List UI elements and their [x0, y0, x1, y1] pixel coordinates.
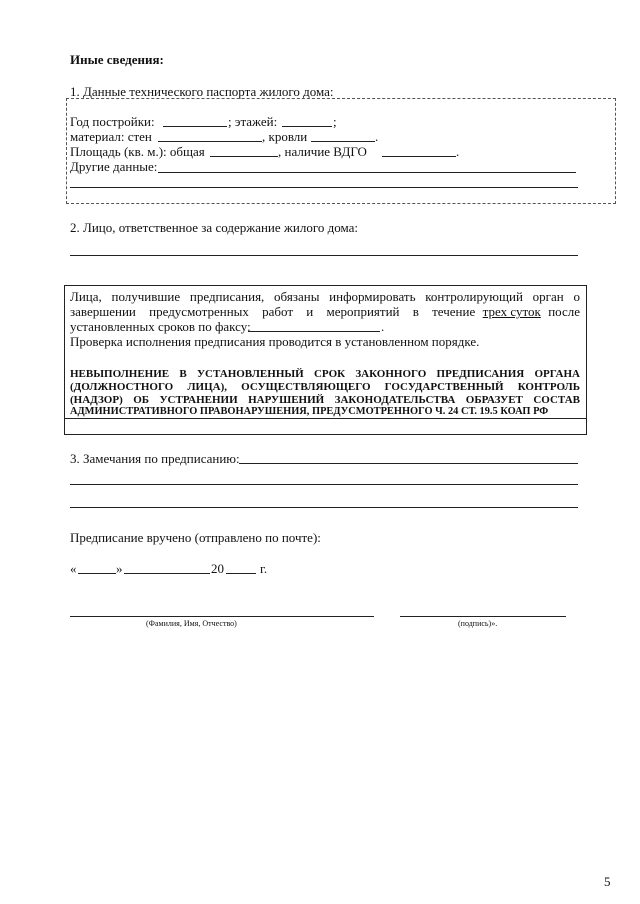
- warning-line-4: АДМИНИСТРАТИВНОГО ПРАВОНАРУШЕНИЯ, ПРЕДУСМОТРЕННОГО Ч. 24 СТ. 19.5 КОАП РФ: [70, 406, 549, 417]
- notice-line-4: Проверка исполнения предписания проводится в установленном порядке.: [70, 334, 480, 349]
- notice-line-3-end: .: [381, 319, 385, 334]
- day-blank[interactable]: [78, 573, 116, 574]
- responsible-heading: 2. Лицо, ответственное за содержание жилого дома:: [70, 220, 358, 235]
- page-number: 5: [604, 874, 611, 889]
- quote-close: »: [116, 561, 123, 576]
- month-blank[interactable]: [124, 573, 210, 574]
- vdgo-end: .: [456, 144, 460, 159]
- other-info-title: Иные сведения:: [70, 52, 164, 67]
- other-data-line-1[interactable]: [158, 172, 576, 173]
- responsible-line[interactable]: [70, 255, 578, 256]
- year-label: Год постройки:: [70, 114, 155, 129]
- warning-line-3: (НАДЗОР) ОБ УСТРАНЕНИИ НАРУШЕНИЙ ЗАКОНОДАТЕЛЬСТВА ОБРАЗУЕТ СОСТАВ: [70, 394, 580, 406]
- remarks-heading: 3. Замечания по предписанию:: [70, 451, 240, 466]
- other-data-line-2[interactable]: [70, 187, 578, 188]
- walls-blank[interactable]: [158, 141, 262, 142]
- vdgo-label: , наличие ВДГО: [278, 144, 367, 159]
- other-data-label: Другие данные:: [70, 159, 158, 174]
- year-blank-date[interactable]: [226, 573, 256, 574]
- notice-box-divider: [65, 418, 586, 419]
- signature-line[interactable]: [400, 616, 566, 617]
- roof-blank[interactable]: [311, 141, 375, 142]
- remarks-line-2[interactable]: [70, 484, 578, 485]
- remarks-line-3[interactable]: [70, 507, 578, 508]
- floors-blank[interactable]: [282, 126, 332, 127]
- delivery-heading: Предписание вручено (отправлено по почте):: [70, 530, 321, 545]
- notice-line-2: [70, 304, 580, 319]
- year-prefix: 20: [211, 561, 224, 576]
- notice-line-3: установленных сроков по факсу:: [70, 319, 251, 334]
- notice-line-2-end: после: [548, 304, 580, 319]
- year-suffix: г.: [260, 561, 268, 576]
- area-label: Площадь (кв. м.): общая: [70, 144, 205, 159]
- name-caption: (Фамилия, Имя, Отчество): [146, 619, 237, 628]
- passport-heading: 1. Данные технического паспорта жилого дома:: [70, 84, 334, 99]
- name-signature-line[interactable]: [70, 616, 374, 617]
- vdgo-blank[interactable]: [382, 156, 456, 157]
- notice-line-2-text: завершении предусмотренных работ и мероприятий в течение: [70, 304, 476, 319]
- year-blank[interactable]: [163, 126, 227, 127]
- material-label: материал: стен: [70, 129, 152, 144]
- roof-label: , кровли: [262, 129, 308, 144]
- quote-open: «: [70, 561, 77, 576]
- fax-blank[interactable]: [248, 331, 380, 332]
- floors-end: ;: [333, 114, 337, 129]
- notice-line-1: Лица, получившие предписания, обязаны информировать контролирующий орган о: [70, 289, 580, 304]
- area-blank[interactable]: [210, 156, 278, 157]
- remarks-line-1[interactable]: [239, 463, 578, 464]
- warning-line-1: НЕВЫПОЛНЕНИЕ В УСТАНОВЛЕННЫЙ СРОК ЗАКОННОГО ПРЕДПИСАНИЯ ОРГАНА: [70, 368, 580, 380]
- notice-deadline: трех суток: [482, 304, 541, 319]
- signature-caption: (подпись)».: [458, 619, 498, 628]
- warning-line-2: (ДОЛЖНОСТНОГО ЛИЦА), ОСУЩЕСТВЛЯЮЩЕГО ГОСУДАРСТВЕННЫЙ КОНТРОЛЬ: [70, 381, 580, 393]
- roof-end: .: [375, 129, 379, 144]
- floors-label: ; этажей:: [228, 114, 278, 129]
